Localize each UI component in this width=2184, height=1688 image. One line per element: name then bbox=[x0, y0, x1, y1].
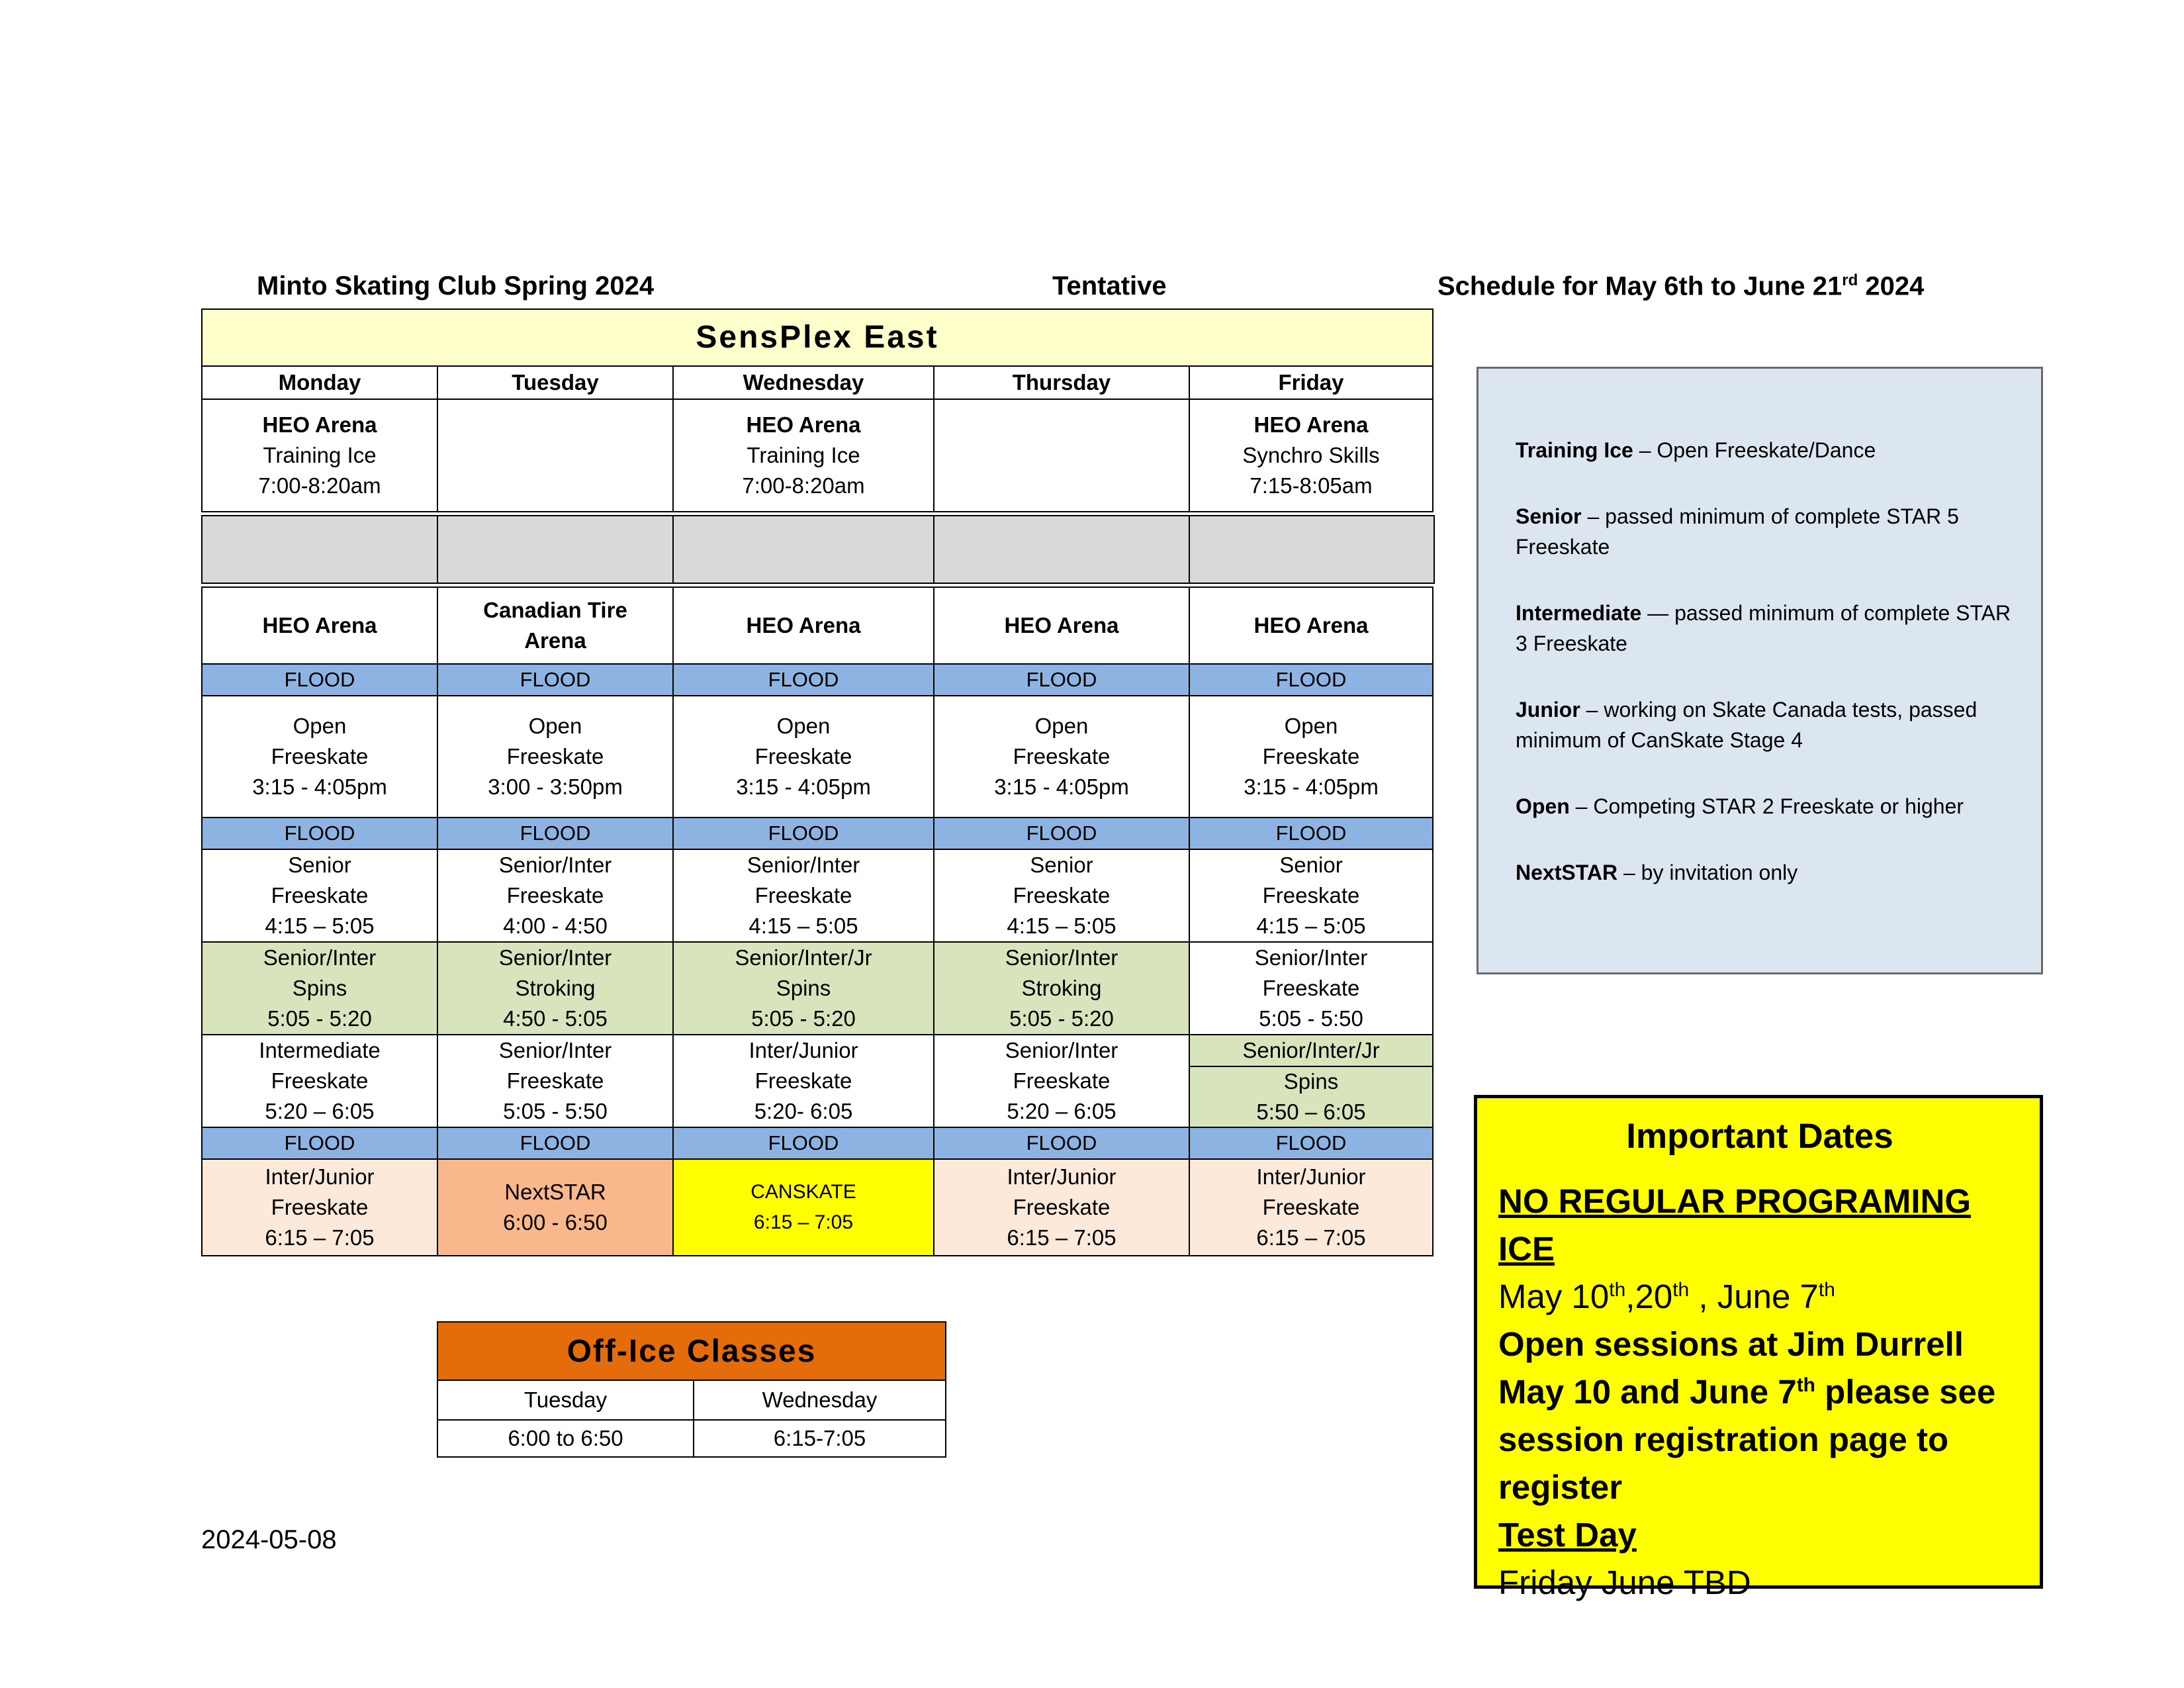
legend-item: Intermediate — passed minimum of complete STAR 3 Freeskate bbox=[1516, 601, 2011, 655]
spins-monday: Senior/Inter Spins 5:05 - 5:20 bbox=[201, 941, 438, 1035]
gap-cell bbox=[933, 515, 1190, 584]
flood-cell: FLOOD bbox=[437, 817, 674, 850]
legend-item: Training Ice – Open Freeskate/Dance bbox=[1516, 438, 1876, 462]
gap-cell bbox=[201, 515, 438, 584]
flood-cell: FLOOD bbox=[201, 663, 438, 696]
flood-cell: FLOOD bbox=[672, 1127, 934, 1160]
flood-cell: FLOOD bbox=[933, 817, 1190, 850]
document-date: 2024-05-08 bbox=[201, 1525, 337, 1554]
no-ice-heading: NO REGULAR PROGRAMING ICE bbox=[1498, 1182, 1971, 1268]
senior-inter-friday: Senior/Inter Freeskate 5:05 - 5:50 bbox=[1189, 941, 1433, 1035]
open-friday: Open Freeskate 3:15 - 4:05pm bbox=[1189, 695, 1433, 818]
flood-cell: FLOOD bbox=[437, 1127, 674, 1160]
open-wednesday: Open Freeskate 3:15 - 4:05pm bbox=[672, 695, 934, 818]
canskate-wednesday: CANSKATE 6:15 – 7:05 bbox=[672, 1158, 934, 1256]
test-day-heading: Test Day bbox=[1498, 1516, 1637, 1554]
open-tuesday: Open Freeskate 3:00 - 3:50pm bbox=[437, 695, 674, 818]
flood-cell: FLOOD bbox=[672, 817, 934, 850]
senior-tuesday: Senior/Inter Freeskate 4:00 - 4:50 bbox=[437, 849, 674, 943]
gap-cell bbox=[672, 515, 934, 584]
day-tuesday: Tuesday bbox=[437, 365, 674, 400]
open-sessions-note: Open sessions at Jim Durrell bbox=[1498, 1325, 1964, 1363]
no-ice-dates: May 10th,20th , June 7th bbox=[1498, 1278, 1835, 1315]
inter-tuesday: Senior/Inter Freeskate 5:05 - 5:50 bbox=[437, 1034, 674, 1128]
legend-item: Senior – passed minimum of complete STAR 5 Freeskate bbox=[1516, 504, 1959, 559]
inter-thursday: Senior/Inter Freeskate 5:20 – 6:05 bbox=[933, 1034, 1190, 1128]
stroking-thursday: Senior/Inter Stroking 5:05 - 5:20 bbox=[933, 941, 1190, 1035]
nextstar-tuesday: NextSTAR 6:00 - 6:50 bbox=[437, 1158, 674, 1256]
off-ice-time-tuesday: 6:00 to 6:50 bbox=[437, 1419, 694, 1458]
legend-item: Junior – working on Skate Canada tests, passed minimum of CanSkate Stage 4 bbox=[1516, 698, 1978, 752]
senior-thursday: Senior Freeskate 4:15 – 5:05 bbox=[933, 849, 1190, 943]
gap-cell bbox=[437, 515, 674, 584]
late-monday: Inter/Junior Freeskate 6:15 – 7:05 bbox=[201, 1158, 438, 1256]
status-label: Tentative bbox=[1052, 271, 1167, 301]
flood-cell: FLOOD bbox=[1189, 817, 1433, 850]
open-monday: Open Freeskate 3:15 - 4:05pm bbox=[201, 695, 438, 818]
morning-tuesday bbox=[437, 399, 674, 512]
arena-friday: HEO Arena bbox=[1189, 586, 1433, 665]
legend-item: NextSTAR – by invitation only bbox=[1516, 861, 1798, 884]
morning-thursday bbox=[933, 399, 1190, 512]
arena-wednesday: HEO Arena bbox=[672, 586, 934, 665]
flood-cell: FLOOD bbox=[1189, 1127, 1433, 1160]
test-day-date: Friday June TBD bbox=[1498, 1564, 1751, 1601]
morning-friday: HEO Arena Synchro Skills 7:15-8:05am bbox=[1189, 399, 1433, 512]
inter-wednesday: Inter/Junior Freeskate 5:20- 6:05 bbox=[672, 1034, 934, 1128]
important-dates-title: Important Dates bbox=[1626, 1117, 1893, 1156]
senior-wednesday: Senior/Inter Freeskate 4:15 – 5:05 bbox=[672, 849, 934, 943]
day-monday: Monday bbox=[201, 365, 438, 400]
flood-cell: FLOOD bbox=[1189, 663, 1433, 696]
club-title: Minto Skating Club Spring 2024 bbox=[257, 271, 655, 301]
off-ice-day-wednesday: Wednesday bbox=[693, 1380, 946, 1421]
flood-cell: FLOOD bbox=[437, 663, 674, 696]
inter-monday: Intermediate Freeskate 5:20 – 6:05 bbox=[201, 1034, 438, 1128]
gap-cell bbox=[1189, 515, 1435, 584]
important-dates-box bbox=[1474, 1095, 2043, 1601]
legend-box bbox=[1477, 367, 2043, 974]
friday-spins-time: Spins 5:50 – 6:05 bbox=[1189, 1066, 1433, 1128]
arena-tuesday: Canadian Tire Arena bbox=[437, 586, 674, 665]
spins-wednesday: Senior/Inter/Jr Spins 5:05 - 5:20 bbox=[672, 941, 934, 1035]
off-ice-time-wednesday: 6:15-7:05 bbox=[693, 1419, 946, 1458]
day-thursday: Thursday bbox=[933, 365, 1190, 400]
morning-monday: HEO Arena Training Ice 7:00-8:20am bbox=[201, 399, 438, 512]
flood-cell: FLOOD bbox=[933, 663, 1190, 696]
stroking-tuesday: Senior/Inter Stroking 4:50 - 5:05 bbox=[437, 941, 674, 1035]
schedule-range: Schedule for May 6th to June 21rd 2024 bbox=[1437, 271, 1925, 301]
day-friday: Friday bbox=[1189, 365, 1433, 400]
venue-title: SensPlex East bbox=[201, 308, 1433, 367]
senior-monday: Senior Freeskate 4:15 – 5:05 bbox=[201, 849, 438, 943]
day-wednesday: Wednesday bbox=[672, 365, 934, 400]
flood-cell: FLOOD bbox=[201, 817, 438, 850]
flood-cell: FLOOD bbox=[201, 1127, 438, 1160]
off-ice-day-tuesday: Tuesday bbox=[437, 1380, 694, 1421]
late-friday: Inter/Junior Freeskate 6:15 – 7:05 bbox=[1189, 1158, 1433, 1256]
registration-note: May 10 and June 7th please see session registration page to register bbox=[1498, 1373, 1996, 1506]
legend-item: Open – Competing STAR 2 Freeskate or higher bbox=[1516, 794, 1964, 818]
late-thursday: Inter/Junior Freeskate 6:15 – 7:05 bbox=[933, 1158, 1190, 1256]
senior-friday: Senior Freeskate 4:15 – 5:05 bbox=[1189, 849, 1433, 943]
arena-monday: HEO Arena bbox=[201, 586, 438, 665]
flood-cell: FLOOD bbox=[933, 1127, 1190, 1160]
flood-cell: FLOOD bbox=[672, 663, 934, 696]
morning-wednesday: HEO Arena Training Ice 7:00-8:20am bbox=[672, 399, 934, 512]
arena-thursday: HEO Arena bbox=[933, 586, 1190, 665]
open-thursday: Open Freeskate 3:15 - 4:05pm bbox=[933, 695, 1190, 818]
friday-spins-group: Senior/Inter/Jr bbox=[1189, 1034, 1433, 1067]
off-ice-title: Off-Ice Classes bbox=[437, 1321, 946, 1381]
